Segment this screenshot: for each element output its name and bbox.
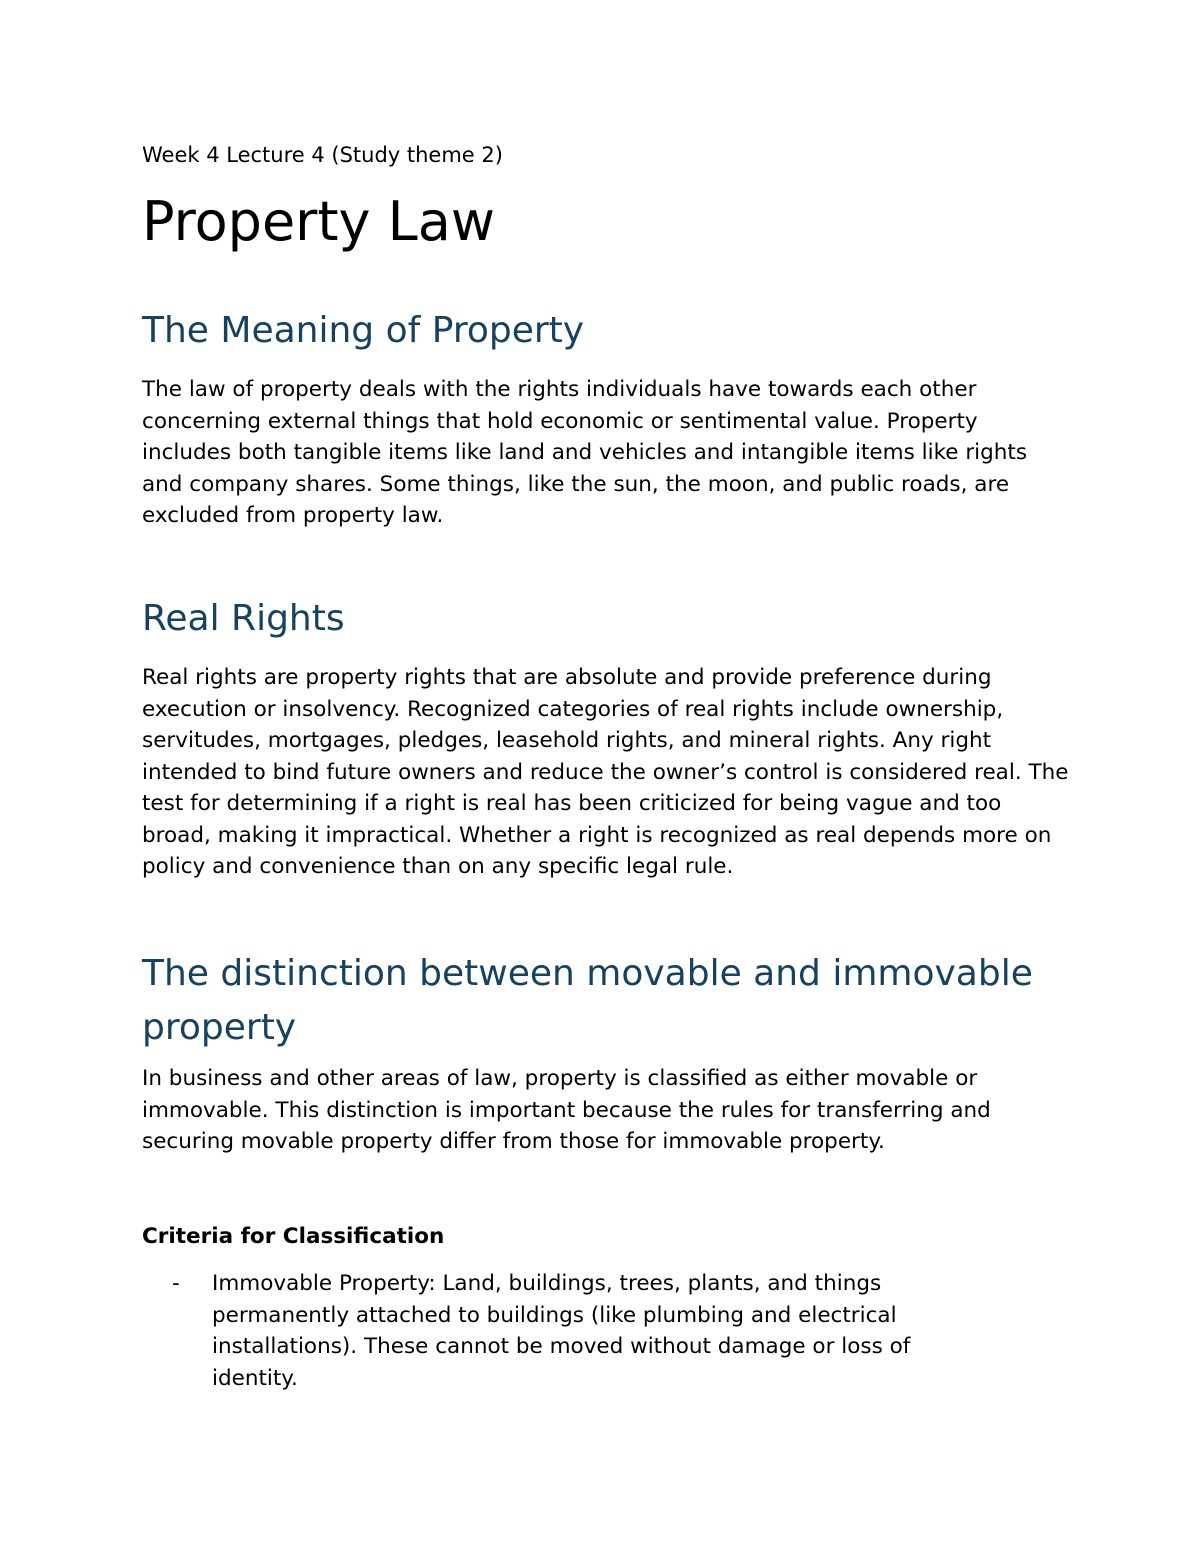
section-body-real-rights: Real rights are property rights that are absolute and provide preference during execution or insolvency. Recognized categories of real rights include ownership, servitudes, mortgages, pledges, leasehold rights, and mineral rights. Any right intended to bind future owners and reduce the owner’s control is considered real. The test for determining if a right is real has been criticized for being vague and too broad, making it impractical. Whether a right is recognized as real depends more on policy and convenience than on any specific legal rule. [142, 665, 1069, 879]
list-item [142, 1268, 992, 1394]
document-title: Property Law [142, 190, 496, 253]
criteria-heading: Criteria for Classification [142, 1224, 445, 1249]
section-heading-real-rights: Real Rights [142, 598, 345, 639]
document-subtitle: Week 4 Lecture 4 (Study theme 2) [142, 143, 503, 167]
criteria-list [142, 1268, 1072, 1394]
section-body-movable-immovable: In business and other areas of law, property is classified as either movable or immovable. This distinction is important because the rules for transferring and securing movable property differ from those for immovable property. [142, 1066, 991, 1154]
bullet-dash: - [172, 1271, 180, 1296]
section-heading-movable-immovable: The distinction between movable and immovable property [142, 953, 1033, 1048]
section-heading-meaning-of-property: The Meaning of Property [142, 310, 585, 351]
section-body-meaning-of-property: The law of property deals with the rights individuals have towards each other concerning external things that hold economic or sentimental value. Property includes both tangible items like land and vehicles and intangible items like rights and company shares. Some things, like the sun, the moon, and public roads, are excluded from property law. [142, 377, 1028, 528]
list-item-text: Immovable Property: Land, buildings, trees, plants, and things permanently attached to buildings (like plumbing and electrical installations). These cannot be moved without damage or loss of identity. [212, 1271, 911, 1391]
